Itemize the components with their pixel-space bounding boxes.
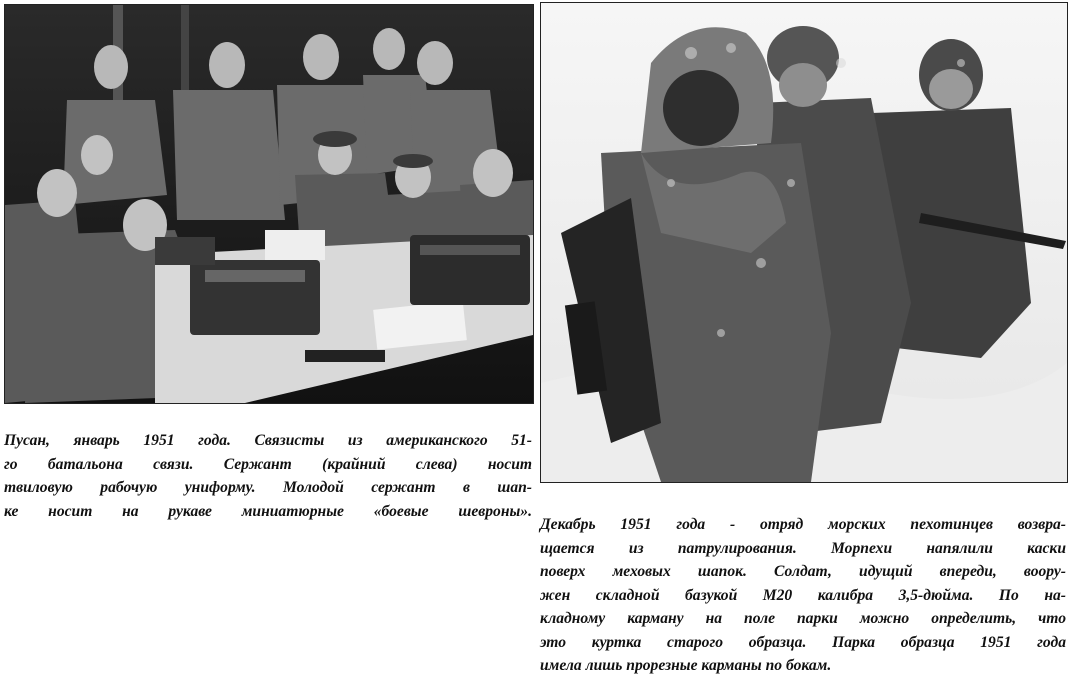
caption-line: щается из патрулирования. Морпехи напялили каски [540, 539, 1066, 557]
caption-signalmen [4, 429, 532, 523]
caption-line: твиловую рабочую униформу. Молодой сержант в шап- [4, 479, 532, 496]
caption-line: это куртка старого образца. Парка образца 1951 года [540, 633, 1066, 651]
caption-line: Декабрь 1951 года - отряд морских пехотинцев возвра- [540, 516, 1066, 533]
caption-line: кладному карману на поле парки можно определить, что [540, 610, 1066, 627]
caption-line: поверх меховых шапок. Солдат, идущий впереди, воору- [540, 563, 1066, 580]
photo-marines-in-snow [540, 2, 1068, 483]
caption-line: го батальона связи. Сержант (крайний слева) носит [4, 455, 532, 473]
caption-marines [540, 513, 1066, 678]
caption-line: имела лишь прорезные карманы по бокам. [540, 657, 832, 674]
caption-line: жен складной базукой М20 калибра 3,5-дюйма. По на- [540, 586, 1066, 604]
caption-line: Пусан, январь 1951 года. Связисты из американского 51- [4, 432, 532, 449]
photo-signalmen [4, 4, 534, 404]
caption-line: ке носит на рукаве миниатюрные «боевые шевроны». [4, 502, 532, 520]
